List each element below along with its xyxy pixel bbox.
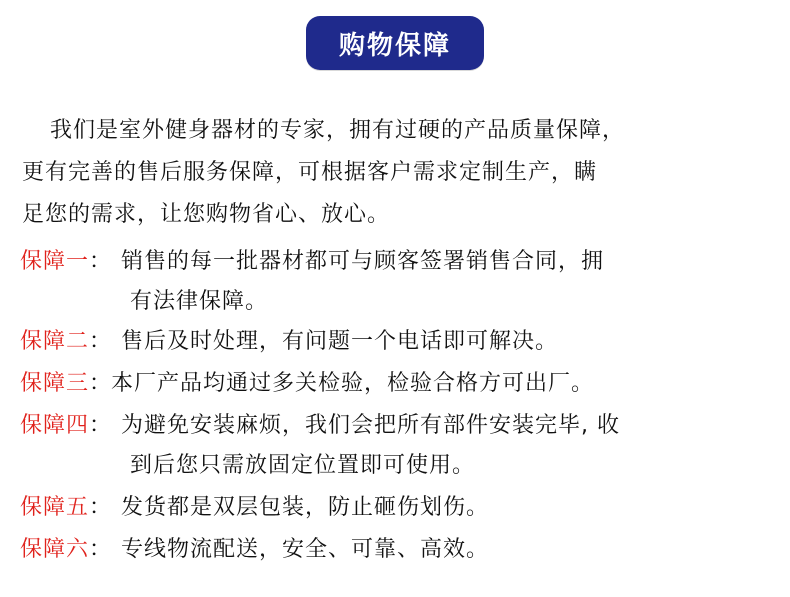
guarantee-text: 为避免安装麻烦，我们会把所有部件安装完毕, 收 xyxy=(121,413,621,438)
guarantee-text-continued: 有法律保障。 xyxy=(130,289,269,314)
guarantee-text-continued: 到后您只需放固定位置即可使用。 xyxy=(130,453,476,478)
guarantee-label: 保障五 xyxy=(20,495,90,520)
intro-line: 更有完善的售后服务保障，可根据客户需求定制生产，瞒 xyxy=(22,160,598,185)
guarantee-text: 售后及时处理，有问题一个电话即可解决。 xyxy=(121,329,559,354)
guarantee-label: 保障四 xyxy=(20,413,90,438)
guarantee-colon: ： xyxy=(89,413,113,438)
guarantee-colon: ： xyxy=(89,537,113,562)
intro-line: 我们是室外健身器材的专家，拥有过硬的产品质量保障， xyxy=(50,118,626,143)
guarantee-colon: ： xyxy=(89,329,113,354)
title-badge xyxy=(306,16,484,70)
intro-line: 足您的需求，让您购物省心、放心。 xyxy=(22,202,391,227)
guarantee-item-6 xyxy=(20,530,780,570)
guarantee-item-4 xyxy=(20,406,780,486)
intro-paragraph xyxy=(22,110,762,236)
guarantee-colon: ： xyxy=(89,371,113,396)
guarantee-item-2 xyxy=(20,322,780,362)
guarantee-item-3 xyxy=(20,364,780,404)
guarantee-text: 发货都是双层包装，防止砸伤划伤。 xyxy=(121,495,490,520)
guarantee-text: 专线物流配送，安全、可靠、高效。 xyxy=(121,537,490,562)
page-title: 购物保障 xyxy=(338,30,451,61)
guarantee-label: 保障三 xyxy=(20,371,90,396)
guarantee-colon: ： xyxy=(89,495,113,520)
guarantee-label: 保障一 xyxy=(20,249,90,274)
guarantee-item-1 xyxy=(20,242,780,322)
guarantee-label: 保障六 xyxy=(20,537,90,562)
guarantee-text: 销售的每一批器材都可与顾客签署销售合同，拥 xyxy=(121,249,605,274)
guarantee-text: 本厂产品均通过多关检验，检验合格方可出厂。 xyxy=(111,371,595,396)
guarantee-label: 保障二 xyxy=(20,329,90,354)
guarantee-colon: ： xyxy=(89,249,113,274)
guarantee-item-5 xyxy=(20,488,780,528)
